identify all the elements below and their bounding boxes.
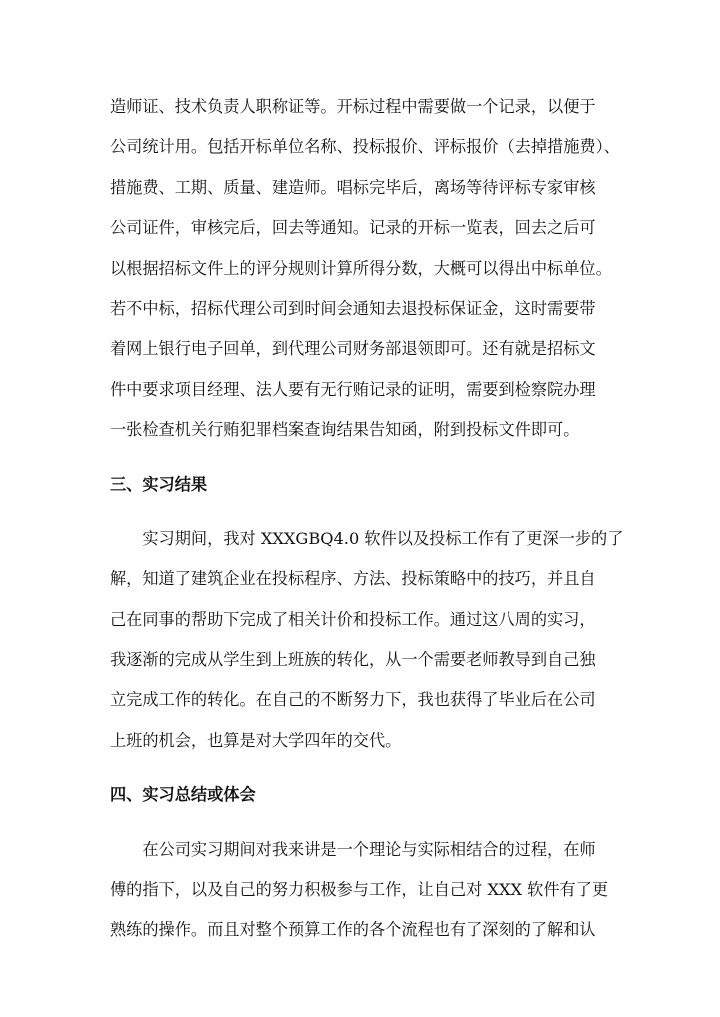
- text-line: 在公司实习期间对我来讲是一个理论与实际相结合的过程，在师: [110, 839, 596, 859]
- text-line: 以根据招标文件上的评分规则计算所得分数，大概可以得出中标单位。: [110, 258, 612, 278]
- text-line: 公司证件，审核完后，回去等通知。记录的开标一览表，回去之后可: [110, 218, 596, 238]
- text-line: 若不中标，招标代理公司到时间会通知去退投标保证金，这时需要带: [110, 298, 596, 318]
- paragraph-results: [110, 519, 622, 761]
- text-line: 熟练的操作。而且对整个预算工作的各个流程也有了深刻的了解和认: [110, 920, 596, 940]
- section-heading-summary: 四、实习总结或体会: [110, 785, 256, 805]
- text-line: 一张检查机关行贿犯罪档案查询结果告知函，附到投标文件即可。: [110, 420, 580, 440]
- text-line: 公司统计用。包括开标单位名称、投标报价、评标报价（去掉措施费）、: [110, 137, 620, 157]
- text-line: 立完成工作的转化。在自己的不断努力下，我也获得了毕业后在公司: [110, 690, 596, 710]
- text-line: 我逐渐的完成从学生到上班族的转化，从一个需要老师教导到自己独: [110, 650, 596, 670]
- text-line: 傅的指下，以及自己的努力积极参与工作，让自己对 XXX 软件有了更: [110, 880, 609, 900]
- text-line: 上班的机会，也算是对大学四年的交代。: [110, 730, 402, 750]
- text-line: 措施费、工期、质量、建造师。唱标完毕后，离场等待评标专家审核: [110, 177, 596, 197]
- document-body: [110, 87, 622, 951]
- section-heading-results: 三、实习结果: [110, 474, 208, 494]
- text-line: 件中要求项目经理、法人要有无行贿记录的证明，需要到检察院办理: [110, 379, 596, 399]
- text-line: 造师证、技术负责人职称证等。开标过程中需要做一个记录，以便于: [110, 97, 596, 116]
- paragraph-summary: [110, 830, 622, 951]
- text-line: 着网上银行电子回单，到代理公司财务部退领即可。还有就是招标文: [110, 339, 596, 359]
- text-line: 解，知道了建筑企业在投标程序、方法、投标策略中的技巧，并且自: [110, 569, 596, 589]
- text-line: 己在同事的帮助下完成了相关计价和投标工作。通过这八周的实习，: [110, 609, 596, 629]
- paragraph-continued: [110, 87, 622, 451]
- text-line: 实习期间，我对 XXXGBQ4.0 软件以及投标工作有了更深一步的了: [110, 528, 624, 548]
